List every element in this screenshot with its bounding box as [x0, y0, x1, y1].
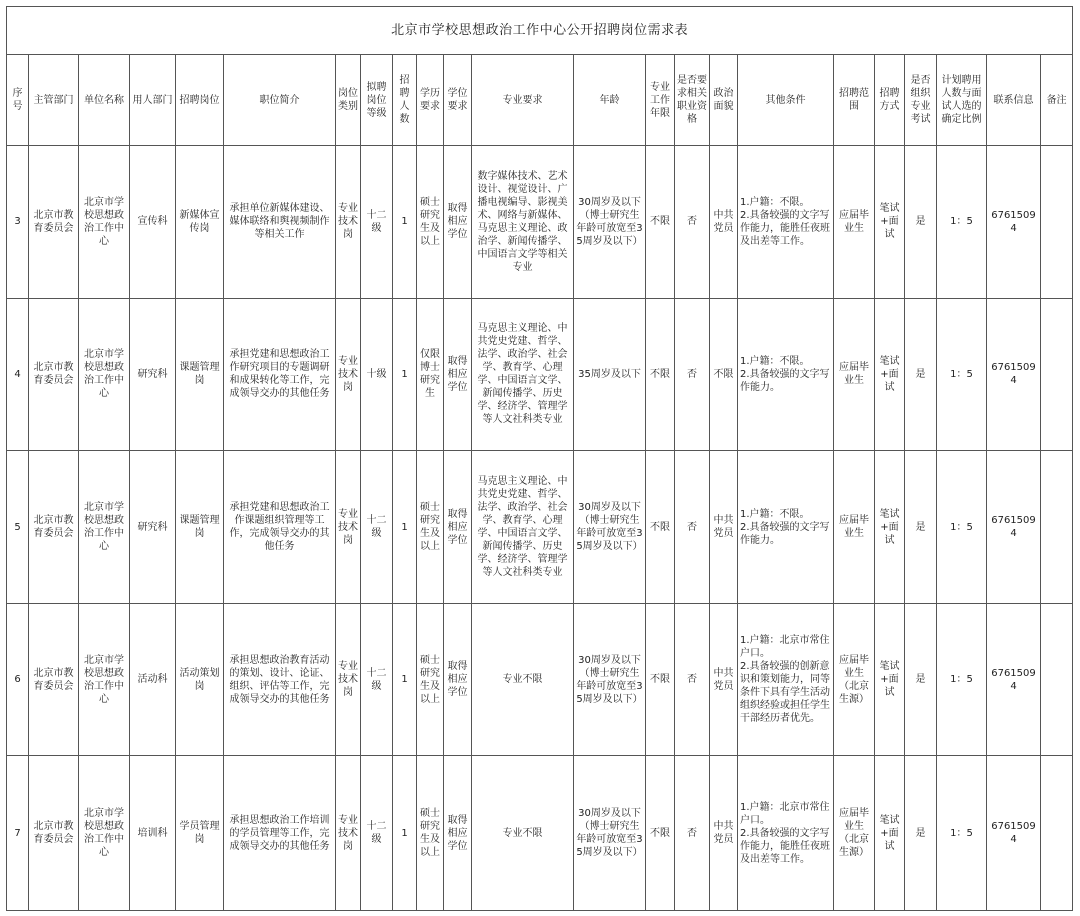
cell-position: 课题管理岗: [176, 298, 224, 451]
cell-method: 笔试+面试: [875, 146, 905, 299]
cell-count: 1: [393, 603, 417, 756]
cell-supervisor: 北京市教育委员会: [29, 298, 79, 451]
cell-scope: 应届毕业生（北京生源）: [834, 603, 875, 756]
header-col-count: 招聘人数: [393, 55, 417, 146]
header-col-grade: 拟聘岗位等级: [361, 55, 393, 146]
header-col-scope: 招聘范围: [834, 55, 875, 146]
recruitment-table: [6, 6, 1073, 911]
cell-other: 1.户籍：北京市常住户口。 2.具备较强的创新意识和策划能力，同等条件下具有学生活动组织经验或担任学生干部经历者优先。: [738, 603, 834, 756]
cell-dept: 研究科: [130, 298, 176, 451]
cell-remarks: [1041, 146, 1073, 299]
header-col-age: 年龄: [574, 55, 646, 146]
cell-other: 1.户籍：不限。 2.具备较强的文字写作能力。: [738, 298, 834, 451]
cell-other: 1.户籍：不限。 2.具备较强的文字写作能力。: [738, 451, 834, 604]
cell-major: 专业不限: [472, 603, 574, 756]
cell-grade: 十二级: [361, 603, 393, 756]
cell-supervisor: 北京市教育委员会: [29, 603, 79, 756]
header-col-unit: 单位名称: [79, 55, 130, 146]
cell-scope: 应届毕业生（北京生源）: [834, 756, 875, 911]
cell-other: 1.户籍：不限。 2.具备较强的文字写作能力，能胜任夜班及出差等工作。: [738, 146, 834, 299]
header-col-experience: 专业工作年限: [646, 55, 675, 146]
cell-count: 1: [393, 756, 417, 911]
header-col-category: 岗位类别: [336, 55, 361, 146]
table-row: [7, 603, 1073, 756]
cell-description: 承担思想政治工作培训的学员管理等工作，完成领导交办的其他任务: [224, 756, 336, 911]
cell-remarks: [1041, 451, 1073, 604]
cell-political: 中共党员: [710, 756, 738, 911]
cell-other: 1.户籍：北京市常住户口。 2.具备较强的文字写作能力，能胜任夜班及出差等工作。: [738, 756, 834, 911]
cell-major: 专业不限: [472, 756, 574, 911]
cell-degree: 取得相应学位: [444, 298, 472, 451]
table-row: [7, 298, 1073, 451]
cell-contact: 67615094: [987, 603, 1041, 756]
cell-unit: 北京市学校思想政治工作中心: [79, 146, 130, 299]
header-col-method: 招聘方式: [875, 55, 905, 146]
cell-ratio: 1：5: [937, 756, 987, 911]
cell-exam: 是: [905, 603, 937, 756]
cell-exam: 是: [905, 146, 937, 299]
cell-age: 30周岁及以下（博士研究生年龄可放宽至35周岁及以下）: [574, 603, 646, 756]
table-title: 北京市学校思想政治工作中心公开招聘岗位需求表: [7, 7, 1073, 55]
cell-index: 4: [7, 298, 29, 451]
cell-contact: 67615094: [987, 146, 1041, 299]
cell-ratio: 1：5: [937, 298, 987, 451]
cell-qualification: 否: [675, 756, 710, 911]
header-col-degree: 学位要求: [444, 55, 472, 146]
cell-count: 1: [393, 451, 417, 604]
cell-category: 专业技术岗: [336, 756, 361, 911]
table-row: [7, 451, 1073, 604]
cell-count: 1: [393, 298, 417, 451]
cell-age: 30周岁及以下（博士研究生年龄可放宽至35周岁及以下）: [574, 451, 646, 604]
cell-political: 不限: [710, 298, 738, 451]
cell-index: 6: [7, 603, 29, 756]
cell-position: 活动策划岗: [176, 603, 224, 756]
cell-index: 3: [7, 146, 29, 299]
cell-position: 课题管理岗: [176, 451, 224, 604]
cell-scope: 应届毕业生: [834, 298, 875, 451]
cell-dept: 培训科: [130, 756, 176, 911]
cell-remarks: [1041, 756, 1073, 911]
cell-contact: 67615094: [987, 298, 1041, 451]
cell-category: 专业技术岗: [336, 146, 361, 299]
cell-qualification: 否: [675, 146, 710, 299]
cell-experience: 不限: [646, 298, 675, 451]
cell-position: 新媒体宣传岗: [176, 146, 224, 299]
cell-method: 笔试+面试: [875, 603, 905, 756]
cell-ratio: 1：5: [937, 603, 987, 756]
cell-supervisor: 北京市教育委员会: [29, 756, 79, 911]
header-col-major: 专业要求: [472, 55, 574, 146]
header-col-contact: 联系信息: [987, 55, 1041, 146]
cell-dept: 活动科: [130, 603, 176, 756]
cell-degree: 取得相应学位: [444, 603, 472, 756]
cell-ratio: 1：5: [937, 146, 987, 299]
header-col-description: 职位简介: [224, 55, 336, 146]
cell-category: 专业技术岗: [336, 298, 361, 451]
cell-grade: 十级: [361, 298, 393, 451]
cell-experience: 不限: [646, 146, 675, 299]
cell-category: 专业技术岗: [336, 451, 361, 604]
header-row: [7, 55, 1073, 146]
cell-age: 30周岁及以下（博士研究生年龄可放宽至35周岁及以下）: [574, 756, 646, 911]
cell-count: 1: [393, 146, 417, 299]
cell-experience: 不限: [646, 603, 675, 756]
cell-method: 笔试+面试: [875, 451, 905, 604]
header-col-other: 其他条件: [738, 55, 834, 146]
cell-qualification: 否: [675, 451, 710, 604]
header-col-remarks: 备注: [1041, 55, 1073, 146]
cell-method: 笔试+面试: [875, 298, 905, 451]
header-col-ratio: 计划聘用人数与面试人选的确定比例: [937, 55, 987, 146]
cell-unit: 北京市学校思想政治工作中心: [79, 603, 130, 756]
cell-qualification: 否: [675, 603, 710, 756]
table-row: [7, 146, 1073, 299]
cell-grade: 十二级: [361, 146, 393, 299]
cell-degree: 取得相应学位: [444, 451, 472, 604]
cell-education: 硕士研究生及以上: [417, 146, 444, 299]
cell-dept: 宣传科: [130, 146, 176, 299]
cell-dept: 研究科: [130, 451, 176, 604]
header-col-education: 学历要求: [417, 55, 444, 146]
cell-description: 承担思想政治教育活动的策划、设计、论证、组织、评估等工作，完成领导交办的其他任务: [224, 603, 336, 756]
cell-exam: 是: [905, 756, 937, 911]
cell-major: 马克思主义理论、中共党史党建、哲学、法学、政治学、社会学、教育学、心理学、中国语言文学、新闻传播学、历史学、经济学、管理学等人文社科类专业: [472, 451, 574, 604]
header-col-political: 政治面貌: [710, 55, 738, 146]
cell-education: 硕士研究生及以上: [417, 451, 444, 604]
cell-grade: 十二级: [361, 756, 393, 911]
cell-education: 仅限博士研究生: [417, 298, 444, 451]
cell-major: 马克思主义理论、中共党史党建、哲学、法学、政治学、社会学、教育学、心理学、中国语言文学、新闻传播学、历史学、经济学、管理学等人文社科类专业: [472, 298, 574, 451]
cell-age: 35周岁及以下: [574, 298, 646, 451]
cell-major: 数字媒体技术、艺术设计、视觉设计、广播电视编导、影视美术、网络与新媒体、马克思主义理论、政治学、新闻传播学、中国语言文学等相关专业: [472, 146, 574, 299]
cell-ratio: 1：5: [937, 451, 987, 604]
cell-grade: 十二级: [361, 451, 393, 604]
cell-experience: 不限: [646, 756, 675, 911]
cell-age: 30周岁及以下（博士研究生年龄可放宽至35周岁及以下）: [574, 146, 646, 299]
cell-unit: 北京市学校思想政治工作中心: [79, 451, 130, 604]
cell-description: 承担党建和思想政治工作课题组织管理等工作，完成领导交办的其他任务: [224, 451, 336, 604]
cell-unit: 北京市学校思想政治工作中心: [79, 298, 130, 451]
cell-scope: 应届毕业生: [834, 146, 875, 299]
header-col-supervisor: 主管部门: [29, 55, 79, 146]
cell-remarks: [1041, 298, 1073, 451]
cell-method: 笔试+面试: [875, 756, 905, 911]
cell-description: 承担党建和思想政治工作研究项目的专题调研和成果转化等工作，完成领导交办的其他任务: [224, 298, 336, 451]
cell-degree: 取得相应学位: [444, 756, 472, 911]
cell-education: 硕士研究生及以上: [417, 603, 444, 756]
cell-contact: 67615094: [987, 451, 1041, 604]
cell-remarks: [1041, 603, 1073, 756]
cell-degree: 取得相应学位: [444, 146, 472, 299]
cell-contact: 67615094: [987, 756, 1041, 911]
cell-supervisor: 北京市教育委员会: [29, 146, 79, 299]
cell-experience: 不限: [646, 451, 675, 604]
cell-education: 硕士研究生及以上: [417, 756, 444, 911]
cell-qualification: 否: [675, 298, 710, 451]
cell-description: 承担单位新媒体建设、媒体联络和舆视频制作等相关工作: [224, 146, 336, 299]
header-col-dept: 用人部门: [130, 55, 176, 146]
header-col-position: 招聘岗位: [176, 55, 224, 146]
table-row: [7, 756, 1073, 911]
recruitment-table-sheet: [6, 6, 1072, 911]
cell-supervisor: 北京市教育委员会: [29, 451, 79, 604]
cell-political: 中共党员: [710, 603, 738, 756]
header-col-index: 序号: [7, 55, 29, 146]
cell-index: 7: [7, 756, 29, 911]
cell-unit: 北京市学校思想政治工作中心: [79, 756, 130, 911]
cell-political: 中共党员: [710, 451, 738, 604]
cell-position: 学员管理岗: [176, 756, 224, 911]
cell-political: 中共党员: [710, 146, 738, 299]
cell-scope: 应届毕业生: [834, 451, 875, 604]
cell-exam: 是: [905, 298, 937, 451]
cell-index: 5: [7, 451, 29, 604]
header-col-exam: 是否组织专业考试: [905, 55, 937, 146]
cell-category: 专业技术岗: [336, 603, 361, 756]
cell-exam: 是: [905, 451, 937, 604]
header-col-qualification: 是否要求相关职业资格: [675, 55, 710, 146]
